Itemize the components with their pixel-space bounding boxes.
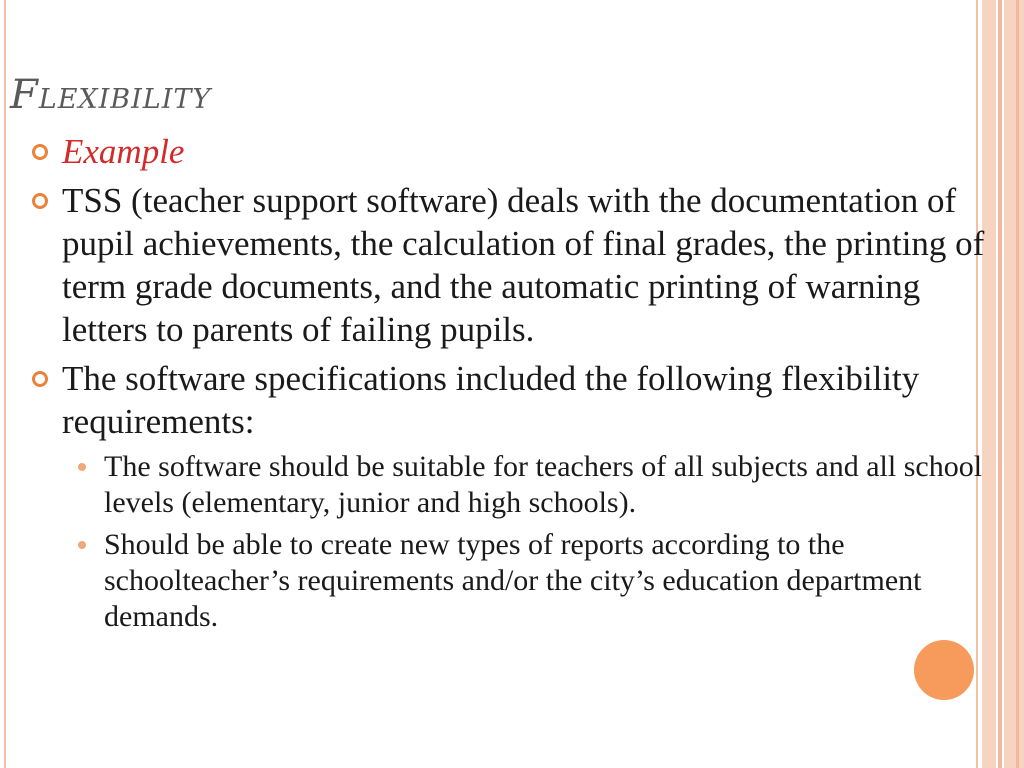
accent-circle (914, 640, 974, 700)
stripe (1016, 0, 1019, 768)
sub-bullet-item (28, 449, 988, 521)
bullet-ring-icon (32, 193, 48, 209)
bullet-text: Example (62, 132, 185, 171)
sub-bullet-text: The software should be suitable for teachers of all subjects and all school levels (elementary, junior and high schools). (104, 450, 983, 519)
sub-bullet-item (28, 527, 988, 635)
bullet-text: TSS (teacher support software) deals with the documentation of pupil achievements, the calculation of final grades, the printing of term grade documents, and the automatic printing of warning letters to parents of failing pupils. (62, 181, 985, 349)
sub-bullet-dot-icon (78, 541, 86, 549)
bullet-item (28, 130, 988, 173)
bullet-ring-icon (32, 144, 48, 160)
left-border-line (4, 0, 6, 768)
bullet-item (28, 179, 988, 351)
bullet-text: The software specifications included the following flexibility requirements: (62, 359, 920, 441)
bullet-ring-icon (32, 371, 48, 387)
stripe (998, 0, 1002, 768)
title-rest: LEXIBILITY (38, 84, 212, 115)
sub-bullet-dot-icon (78, 463, 86, 471)
slide-title (10, 72, 211, 118)
slide-body (28, 130, 988, 641)
bullet-item (28, 357, 988, 443)
sub-bullet-text: Should be able to create new types of reports according to the schoolteacher’s requirements and/or the city’s education department demands. (104, 528, 922, 633)
stripe (1004, 0, 1024, 768)
title-initial: F (10, 72, 39, 118)
